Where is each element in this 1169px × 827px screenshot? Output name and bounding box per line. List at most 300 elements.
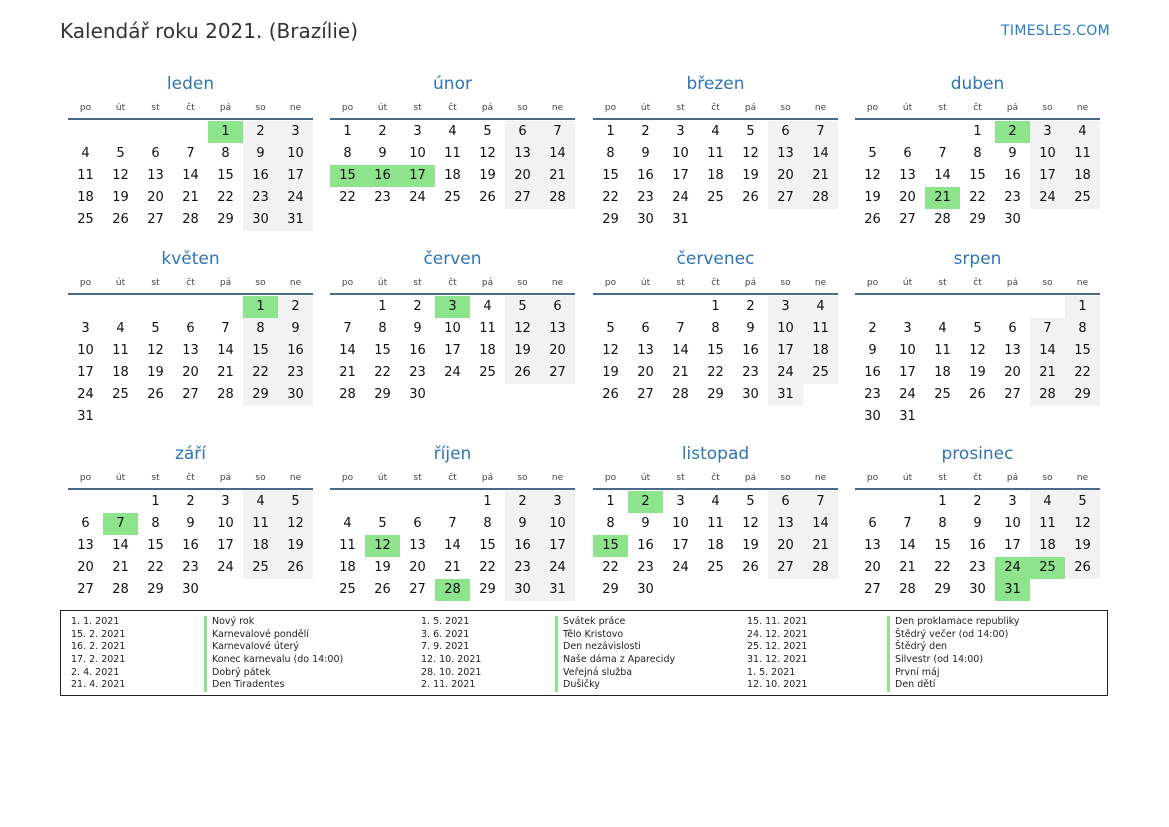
week-row xyxy=(593,165,838,187)
day-cell xyxy=(698,579,733,601)
day-cell: 14 xyxy=(803,143,838,165)
holiday-name: Karnevalové pondělí xyxy=(204,629,343,642)
day-cell: 9 xyxy=(186,516,195,531)
day-cell: 1 xyxy=(711,299,720,314)
day-cell: 14 xyxy=(217,343,234,358)
week-row xyxy=(593,121,838,143)
weekday-label: st xyxy=(413,103,422,113)
day-cell: 1 xyxy=(938,494,947,509)
day-cell: 23 xyxy=(969,560,986,575)
day-cell: 25 xyxy=(479,365,496,380)
week-row xyxy=(593,143,838,165)
weekday-label: po xyxy=(604,473,617,483)
day-cell: 28 xyxy=(1030,384,1065,406)
week-row xyxy=(68,557,313,579)
weekday-label: ne xyxy=(814,103,827,113)
day-cell: 13 xyxy=(1004,343,1021,358)
day-cell: 12 xyxy=(479,146,496,161)
day-cell: 30 xyxy=(637,212,654,227)
day-cell: 21 xyxy=(217,365,234,380)
day-cell: 15 xyxy=(147,538,164,553)
day-cell: 7 xyxy=(221,321,230,336)
weekday-header xyxy=(330,273,575,293)
month-block xyxy=(855,248,1100,428)
day-cell: 18 xyxy=(1065,165,1100,187)
holiday-name: Den nezávislosti xyxy=(555,641,675,654)
day-cell: 12 xyxy=(602,343,619,358)
weekday-label: st xyxy=(938,473,947,483)
weekday-label: po xyxy=(341,473,354,483)
day-cell: 28 xyxy=(217,387,234,402)
holiday-name: Veřejná služba xyxy=(555,667,675,680)
day-cell: 18 xyxy=(112,365,129,380)
day-cell: 27 xyxy=(540,362,575,384)
week-row xyxy=(855,209,1100,231)
day-cell: 22 xyxy=(934,560,951,575)
day-cell xyxy=(890,491,925,513)
holiday-name: Nový rok xyxy=(204,616,343,629)
holiday-date: 25. 12. 2021 xyxy=(747,641,808,653)
month-name: březen xyxy=(686,74,745,94)
legend-dates xyxy=(421,616,481,692)
day-cell: 10 xyxy=(672,146,689,161)
day-cell: 22 xyxy=(479,560,496,575)
month-name: listopad xyxy=(681,444,750,464)
day-cell: 25 xyxy=(1030,557,1065,579)
holiday-name: Den dětí xyxy=(887,679,1020,692)
day-cell: 1 xyxy=(483,494,492,509)
day-cell xyxy=(628,296,663,318)
weekday-label: ne xyxy=(814,278,827,288)
day-cell: 30 xyxy=(182,582,199,597)
day-cell xyxy=(925,296,960,318)
weekday-label: út xyxy=(902,473,913,483)
day-cell: 13 xyxy=(77,538,94,553)
day-cell: 25 xyxy=(77,212,94,227)
day-cell: 8 xyxy=(483,516,492,531)
day-cell: 11 xyxy=(243,513,278,535)
day-cell: 3 xyxy=(435,296,470,318)
day-cell xyxy=(1065,406,1100,428)
day-cell: 6 xyxy=(903,146,912,161)
day-cell: 31 xyxy=(672,212,689,227)
week-row xyxy=(593,209,838,231)
weekday-label: ne xyxy=(289,473,302,483)
day-cell: 9 xyxy=(973,516,982,531)
week-row xyxy=(855,513,1100,535)
day-cell: 5 xyxy=(278,491,313,513)
holiday-name: Karnevalové úterý xyxy=(204,641,343,654)
week-row xyxy=(68,187,313,209)
month-divider xyxy=(68,118,313,120)
day-cell: 22 xyxy=(707,365,724,380)
day-cell: 16 xyxy=(864,365,881,380)
weekday-label: ne xyxy=(551,103,564,113)
day-cell: 14 xyxy=(803,513,838,535)
month-name: říjen xyxy=(433,444,472,464)
day-cell: 25 xyxy=(1065,187,1100,209)
week-row xyxy=(855,121,1100,143)
weekday-label: út xyxy=(115,103,126,113)
day-cell: 6 xyxy=(641,321,650,336)
holiday-legend xyxy=(60,610,1108,696)
day-cell: 5 xyxy=(868,146,877,161)
day-cell: 17 xyxy=(217,538,234,553)
day-cell: 22 xyxy=(243,362,278,384)
day-cell: 16 xyxy=(409,343,426,358)
week-row xyxy=(855,340,1100,362)
day-cell: 17 xyxy=(672,168,689,183)
day-cell: 29 xyxy=(243,384,278,406)
month-divider xyxy=(68,293,313,295)
day-cell: 2 xyxy=(243,121,278,143)
day-cell: 8 xyxy=(938,516,947,531)
day-cell xyxy=(890,296,925,318)
day-cell: 9 xyxy=(378,146,387,161)
day-cell xyxy=(1030,579,1065,601)
day-cell: 5 xyxy=(746,124,755,139)
day-cell: 11 xyxy=(77,168,94,183)
weekday-label: čt xyxy=(711,103,720,113)
day-cell xyxy=(103,491,138,513)
day-cell: 16 xyxy=(742,343,759,358)
day-cell: 13 xyxy=(540,318,575,340)
week-row xyxy=(593,362,838,384)
month-block xyxy=(593,248,838,406)
month-block xyxy=(855,443,1100,601)
day-cell: 24 xyxy=(540,557,575,579)
week-row xyxy=(68,406,313,428)
day-cell xyxy=(855,491,890,513)
day-cell: 5 xyxy=(151,321,160,336)
day-cell: 28 xyxy=(899,582,916,597)
week-row xyxy=(855,557,1100,579)
week-row xyxy=(330,340,575,362)
day-cell: 20 xyxy=(768,535,803,557)
day-cell: 24 xyxy=(217,560,234,575)
day-cell: 19 xyxy=(1065,535,1100,557)
month-divider xyxy=(330,293,575,295)
day-cell: 10 xyxy=(899,343,916,358)
day-cell: 24 xyxy=(768,362,803,384)
day-cell xyxy=(470,384,505,406)
week-row xyxy=(330,296,575,318)
day-cell: 3 xyxy=(413,124,422,139)
weekday-label: ne xyxy=(551,473,564,483)
holiday-name: Štědrý den xyxy=(887,641,1020,654)
month-name: duben xyxy=(950,74,1005,94)
day-cell xyxy=(593,296,628,318)
weekday-label: ne xyxy=(1076,278,1089,288)
week-row xyxy=(68,143,313,165)
day-cell: 15 xyxy=(479,538,496,553)
week-row xyxy=(330,513,575,535)
weekday-label: út xyxy=(640,103,651,113)
day-cell xyxy=(960,296,995,318)
day-cell xyxy=(278,579,313,601)
day-cell: 11 xyxy=(339,538,356,553)
day-cell: 5 xyxy=(378,516,387,531)
month-divider xyxy=(855,118,1100,120)
weekday-label: út xyxy=(377,278,388,288)
day-cell: 23 xyxy=(637,190,654,205)
holiday-date: 2. 4. 2021 xyxy=(71,666,120,678)
weekday-label: so xyxy=(517,278,528,288)
day-cell: 29 xyxy=(707,387,724,402)
week-row xyxy=(68,384,313,406)
holiday-name: Silvestr (od 14:00) xyxy=(887,654,1020,667)
weekday-label: po xyxy=(341,278,354,288)
day-cell: 23 xyxy=(243,187,278,209)
day-cell: 20 xyxy=(899,190,916,205)
day-cell: 9 xyxy=(641,146,650,161)
week-row xyxy=(330,579,575,601)
day-cell: 28 xyxy=(803,187,838,209)
week-row xyxy=(68,340,313,362)
day-cell xyxy=(173,296,208,318)
day-cell: 23 xyxy=(742,365,759,380)
day-cell: 8 xyxy=(973,146,982,161)
day-cell: 10 xyxy=(768,318,803,340)
day-cell: 25 xyxy=(707,190,724,205)
weekday-label: čt xyxy=(711,278,720,288)
day-cell xyxy=(68,121,103,143)
day-cell: 4 xyxy=(711,494,720,509)
day-cell: 24 xyxy=(672,560,689,575)
month-block xyxy=(68,443,313,601)
day-cell: 13 xyxy=(637,343,654,358)
day-cell xyxy=(138,121,173,143)
weekday-header xyxy=(855,273,1100,293)
day-cell: 4 xyxy=(803,296,838,318)
day-cell: 3 xyxy=(1030,121,1065,143)
day-cell: 3 xyxy=(903,321,912,336)
day-cell: 1 xyxy=(606,494,615,509)
day-cell: 5 xyxy=(505,296,540,318)
month-name: červen xyxy=(423,249,482,269)
legend-names xyxy=(204,616,343,692)
day-cell: 22 xyxy=(147,560,164,575)
day-cell: 4 xyxy=(483,299,492,314)
month-name: červenec xyxy=(676,249,755,269)
week-row xyxy=(330,557,575,579)
day-cell: 3 xyxy=(81,321,90,336)
day-cell: 30 xyxy=(864,409,881,424)
day-cell xyxy=(1030,296,1065,318)
day-cell: 13 xyxy=(409,538,426,553)
week-row xyxy=(855,187,1100,209)
day-cell: 15 xyxy=(969,168,986,183)
weekday-label: pá xyxy=(1006,473,1019,483)
weekday-label: st xyxy=(151,278,160,288)
day-cell: 19 xyxy=(147,365,164,380)
week-row xyxy=(593,340,838,362)
day-cell: 21 xyxy=(1030,362,1065,384)
week-row xyxy=(68,579,313,601)
day-cell: 12 xyxy=(742,516,759,531)
day-cell: 21 xyxy=(444,560,461,575)
weekday-label: út xyxy=(377,473,388,483)
day-cell xyxy=(173,406,208,428)
weekday-label: pá xyxy=(219,278,232,288)
weekday-label: pá xyxy=(744,103,757,113)
day-cell: 9 xyxy=(243,143,278,165)
day-cell: 8 xyxy=(711,321,720,336)
weekday-label: pá xyxy=(744,473,757,483)
day-cell: 11 xyxy=(479,321,496,336)
legend-names xyxy=(555,616,675,692)
day-cell: 12 xyxy=(969,343,986,358)
day-cell: 4 xyxy=(116,321,125,336)
day-cell xyxy=(330,491,365,513)
weekday-label: pá xyxy=(481,473,494,483)
week-row xyxy=(68,209,313,231)
legend-dates xyxy=(71,616,125,692)
day-cell: 26 xyxy=(1065,557,1100,579)
day-cell: 2 xyxy=(628,491,663,513)
day-cell: 23 xyxy=(505,557,540,579)
week-row xyxy=(68,318,313,340)
day-cell: 11 xyxy=(1030,513,1065,535)
site-link[interactable]: TIMESLES.COM xyxy=(1001,23,1110,39)
day-cell: 22 xyxy=(1065,362,1100,384)
weekday-label: st xyxy=(938,278,947,288)
day-cell xyxy=(435,384,470,406)
day-cell: 2 xyxy=(868,321,877,336)
day-cell xyxy=(925,406,960,428)
day-cell: 30 xyxy=(409,387,426,402)
weekday-label: pá xyxy=(481,103,494,113)
week-row xyxy=(593,557,838,579)
day-cell: 30 xyxy=(742,387,759,402)
day-cell: 24 xyxy=(672,190,689,205)
day-cell: 22 xyxy=(217,190,234,205)
day-cell: 18 xyxy=(479,343,496,358)
day-cell: 28 xyxy=(112,582,129,597)
weekday-label: st xyxy=(676,473,685,483)
day-cell: 19 xyxy=(864,190,881,205)
holiday-name: Dobrý pátek xyxy=(204,667,343,680)
day-cell: 28 xyxy=(934,212,951,227)
day-cell: 18 xyxy=(707,538,724,553)
day-cell: 22 xyxy=(602,190,619,205)
day-cell: 17 xyxy=(77,365,94,380)
day-cell: 7 xyxy=(448,516,457,531)
holiday-name: Dušičky xyxy=(555,679,675,692)
day-cell xyxy=(855,121,890,143)
day-cell: 9 xyxy=(641,516,650,531)
day-cell: 4 xyxy=(343,516,352,531)
day-cell: 30 xyxy=(278,384,313,406)
day-cell: 17 xyxy=(672,538,689,553)
day-cell: 1 xyxy=(208,121,243,143)
day-cell: 6 xyxy=(413,516,422,531)
day-cell xyxy=(173,121,208,143)
day-cell: 17 xyxy=(400,165,435,187)
day-cell: 31 xyxy=(899,409,916,424)
day-cell: 27 xyxy=(864,582,881,597)
day-cell xyxy=(1065,579,1100,601)
day-cell: 30 xyxy=(243,209,278,231)
day-cell: 7 xyxy=(103,513,138,535)
day-cell: 23 xyxy=(864,387,881,402)
day-cell: 2 xyxy=(973,494,982,509)
day-cell: 31 xyxy=(77,409,94,424)
weekday-label: st xyxy=(413,278,422,288)
month-divider xyxy=(330,488,575,490)
day-cell: 6 xyxy=(505,121,540,143)
day-cell: 17 xyxy=(1004,538,1021,553)
month-block xyxy=(330,73,575,209)
day-cell: 12 xyxy=(505,318,540,340)
day-cell: 11 xyxy=(1065,143,1100,165)
month-block xyxy=(593,73,838,231)
day-cell: 27 xyxy=(147,212,164,227)
weekday-label: pá xyxy=(219,473,232,483)
weekday-label: út xyxy=(902,103,913,113)
weekday-header xyxy=(855,98,1100,118)
weekday-label: ne xyxy=(1076,473,1089,483)
day-cell: 25 xyxy=(112,387,129,402)
day-cell: 20 xyxy=(864,560,881,575)
day-cell: 11 xyxy=(934,343,951,358)
day-cell: 19 xyxy=(374,560,391,575)
day-cell: 30 xyxy=(505,579,540,601)
day-cell: 17 xyxy=(1030,165,1065,187)
weekday-header xyxy=(68,273,313,293)
day-cell xyxy=(68,296,103,318)
day-cell xyxy=(435,491,470,513)
week-row xyxy=(855,535,1100,557)
day-cell: 25 xyxy=(934,387,951,402)
day-cell: 8 xyxy=(243,318,278,340)
day-cell: 6 xyxy=(151,146,160,161)
day-cell: 2 xyxy=(378,124,387,139)
holiday-name: První máj xyxy=(887,667,1020,680)
day-cell: 21 xyxy=(899,560,916,575)
month-name: srpen xyxy=(953,249,1002,269)
holiday-date: 17. 2. 2021 xyxy=(71,654,126,666)
day-cell: 31 xyxy=(768,384,803,406)
day-cell: 16 xyxy=(1004,168,1021,183)
day-cell: 26 xyxy=(147,387,164,402)
day-cell: 29 xyxy=(969,212,986,227)
day-cell: 18 xyxy=(77,190,94,205)
day-cell: 2 xyxy=(995,121,1030,143)
day-cell: 6 xyxy=(81,516,90,531)
weekday-label: pá xyxy=(481,278,494,288)
weekday-label: st xyxy=(151,103,160,113)
week-row xyxy=(855,165,1100,187)
month-divider xyxy=(68,488,313,490)
holiday-date: 1. 1. 2021 xyxy=(71,616,120,627)
week-row xyxy=(593,491,838,513)
day-cell: 5 xyxy=(483,124,492,139)
day-cell: 29 xyxy=(602,212,619,227)
day-cell: 5 xyxy=(606,321,615,336)
week-row xyxy=(855,362,1100,384)
weekday-label: út xyxy=(640,473,651,483)
day-cell: 3 xyxy=(676,124,685,139)
day-cell: 27 xyxy=(637,387,654,402)
day-cell: 18 xyxy=(243,535,278,557)
weekday-label: út xyxy=(902,278,913,288)
weekday-label: pá xyxy=(744,278,757,288)
day-cell xyxy=(733,209,768,231)
month-block xyxy=(855,73,1100,231)
week-row xyxy=(855,406,1100,428)
day-cell: 21 xyxy=(672,365,689,380)
